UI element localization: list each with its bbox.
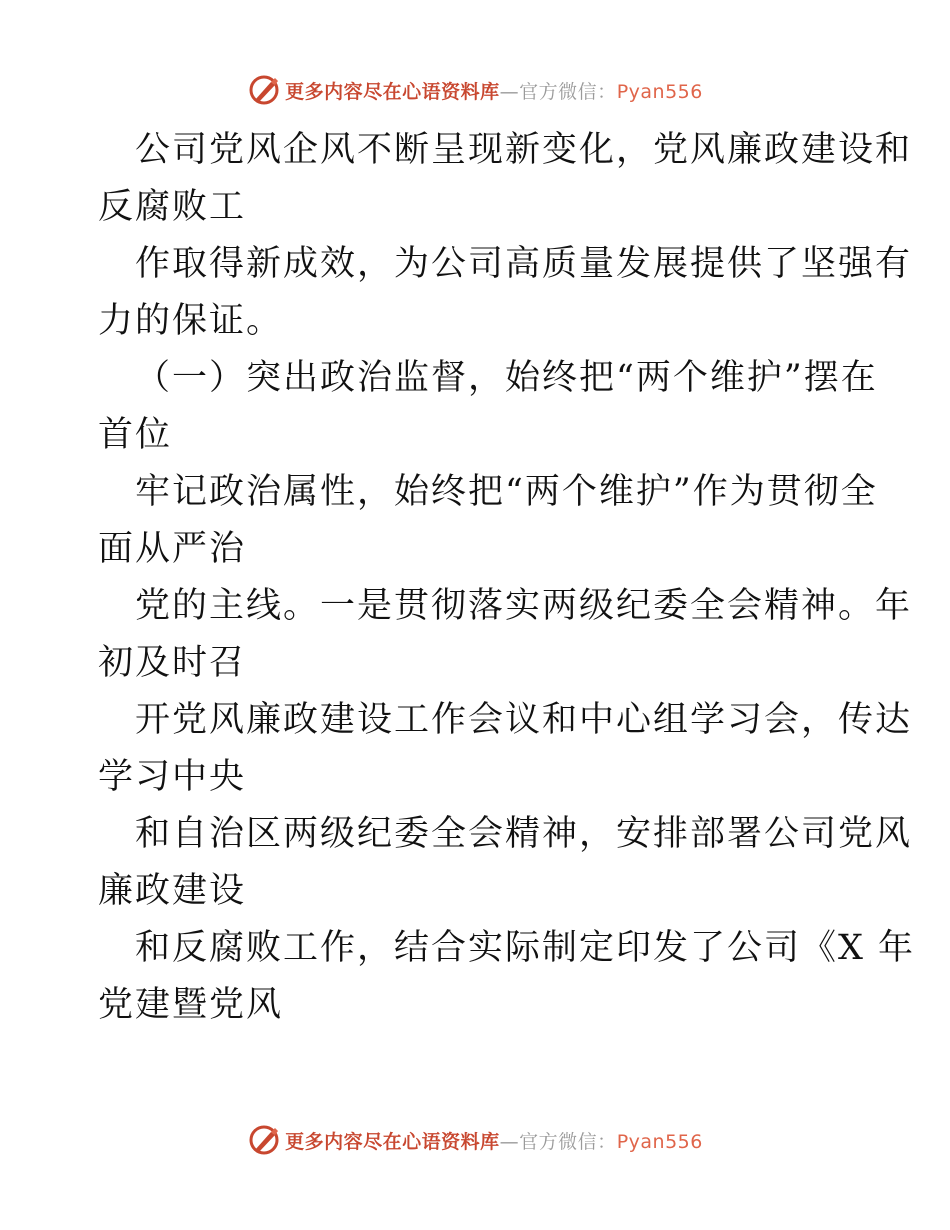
watermark-label: 官方微信： (519, 1130, 617, 1153)
watermark-site: 更多内容尽在心语资料库 (285, 80, 500, 103)
section-heading: （一）突出政治监督，始终把“两个维护”摆在 (135, 358, 878, 398)
text-line: 学习中央 (98, 757, 247, 797)
watermark-label: 官方微信： (519, 80, 617, 103)
pen-circle-logo-icon (247, 73, 281, 107)
watermark-dash: — (499, 80, 520, 103)
watermark-dash: — (499, 1130, 520, 1153)
watermark-site: 更多内容尽在心语资料库 (285, 1130, 500, 1153)
footer-watermark (0, 1120, 950, 1160)
watermark-handle: Pyan556 (616, 80, 703, 103)
text-line: 公司党风企风不断呈现新变化，党风廉政建设和 (135, 130, 913, 170)
text-line: 开党风廉政建设工作会议和中心组学习会，传达 (135, 700, 913, 740)
section-heading-continued: 首位 (98, 415, 173, 455)
watermark-text (285, 1127, 703, 1154)
text-line: 和自治区两级纪委全会精神，安排部署公司党风 (135, 814, 913, 854)
document-body (98, 122, 916, 1034)
text-line: 作取得新成效，为公司高质量发展提供了坚强有 (135, 244, 913, 284)
text-line: 和反腐败工作，结合实际制定印发了公司《X 年 (135, 928, 916, 968)
text-line: 反腐败工 (98, 187, 247, 227)
text-line: 力的保证。 (98, 301, 284, 341)
header-watermark (0, 70, 950, 110)
pen-circle-logo-icon (247, 1123, 281, 1157)
watermark-text (285, 77, 703, 104)
watermark-handle: Pyan556 (616, 1130, 703, 1153)
text-line: 初及时召 (98, 643, 247, 683)
text-line: 党建暨党风 (98, 985, 284, 1025)
text-line: 牢记政治属性，始终把“两个维护”作为贯彻全 (135, 472, 878, 512)
text-line: 党的主线。一是贯彻落实两级纪委全会精神。年 (135, 586, 913, 626)
text-line: 廉政建设 (98, 871, 247, 911)
text-line: 面从严治 (98, 529, 247, 569)
